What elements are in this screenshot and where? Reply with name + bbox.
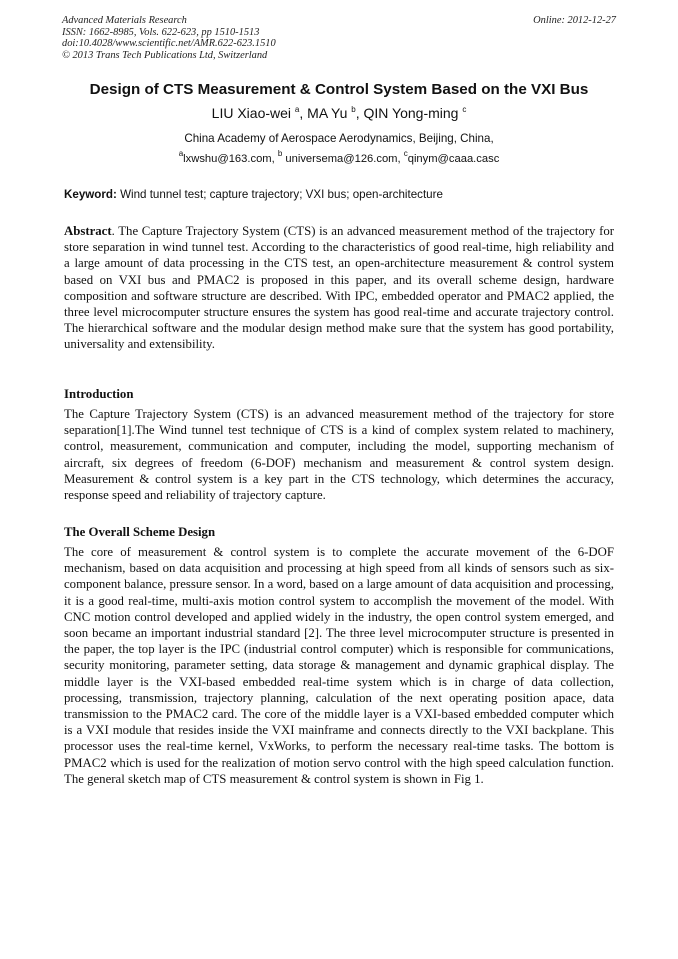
author-name: LIU Xiao-wei [211,105,292,121]
section-heading-introduction: Introduction [64,387,134,401]
doi-line: doi:10.4028/www.scientific.net/AMR.622-623.1510 [62,38,276,50]
email-address: qinym@caaa.casc [407,153,500,165]
author-mark: c [462,105,467,114]
abstract-text: . The Capture Trajectory System (CTS) is an advanced measurement method of the trajectory for store separation in wind tunnel test. According to the characteristics of good real-time, high reliability and a large amount of data processing in the CTS test, an open-architecture measurement & control system based on VXI bus and PMAC2 is proposed in this paper, and its overall scheme design, hardware composition and software structure are described. With IPC, embedded operator and PMAC2 applied, the three level microcomputer structure ensures the system has good real-time and accurate trajectory control. The hierarchical software and the modular design method make sure that the system has good portability, universality and extensibility. [64,224,614,352]
keywords [64,187,616,202]
email-address: lxwshu@163.com [183,153,272,165]
copyright-line: © 2013 Trans Tech Publications Ltd, Switzerland [62,49,268,61]
abstract-label: Abstract [64,224,112,238]
author-mark: a [294,105,300,114]
email-mark: a [178,149,184,158]
affiliation: China Academy of Aerospace Aerodynamics, Beijing, China, [184,132,494,145]
section-body-overall-scheme: The core of measurement & control system is to complete the accurate movement of the 6-DOF mechanism, based on data acquisition and processing at high speed from all kinds of sensors such as six-component balance, pressure sensor. In a word, based on a large amount of data acquisition and processing, it is a good real-time, multi-axis motion control system to accomplish the movement of the model. With CNC motion control developed and applied widely in the industry, the open control system emerged, and soon became an important industrial standard [2]. The three level microcomputer structure is presented in the paper, the top layer is the IPC (industrial control computer) which is responsible for communications, security monitoring, parameter setting, data storage & management and dynamic graphical display. The middle layer is the VXI-based embedded real-time system which is in charge of data collection, processing, transmission, trajectory planning, calculation of the next operating position apace, data transmission to the PMAC2 card. The core of the middle layer is a VXI-based embedded computer which is a VXI module that resides inside the VXI mainframe and connects directly to the VXI backplane. This processor uses the real-time kernel, VxWorks, to perform the necessary real-time tasks. The bottom is PMAC2 which is used for the realization of motion servo control with the high speed calculation function. The general sketch map of CTS measurement & control system is shown in Fig 1. [64,545,614,786]
email-mark: b [277,149,283,158]
issn-line: ISSN: 1662-8985, Vols. 622-623, pp 1510-1513 [62,26,260,38]
email-list: $^a$lxwshu@163.com, $^b$ universema@126.com, $^c$qinym@caaa.casc [178,149,500,165]
author-name: QIN Yong-ming [363,105,459,121]
section-heading-overall-scheme: The Overall Scheme Design [64,525,216,539]
author-name: MA Yu [307,105,348,121]
keywords-text: Wind tunnel test; capture trajectory; VXI bus; open-architecture [120,188,443,201]
author-list: LIU Xiao-wei $^a$, MA Yu $^b$, QIN Yong-ming $^c$ [211,105,467,121]
paper-title: Design of CTS Measurement & Control System Based on the VXI Bus [89,81,589,98]
abstract [64,223,614,353]
section-body-introduction: The Capture Trajectory System (CTS) is an advanced measurement method of the trajectory for store separation[1].The Wind tunnel test technique of CTS is a kind of complex system related to machinery, control, measurement, communication and computer, including the model, supporting mechanism of aircraft, six degrees of freedom (6-DOF) mechanism and measurement & control system design. Measurement & control system is a key part in the CTS technology, which determines the accuracy, response speed and reliability of trajectory capture. [64,407,614,503]
journal-name: Advanced Materials Research [62,15,187,26]
keywords-label: Keyword: [64,188,117,201]
author-mark: b [351,105,356,114]
online-date: Online: 2012-12-27 [533,15,616,26]
email-mark: c [403,149,408,158]
journal-header [62,15,616,61]
email-address: universema@126.com [285,153,398,165]
